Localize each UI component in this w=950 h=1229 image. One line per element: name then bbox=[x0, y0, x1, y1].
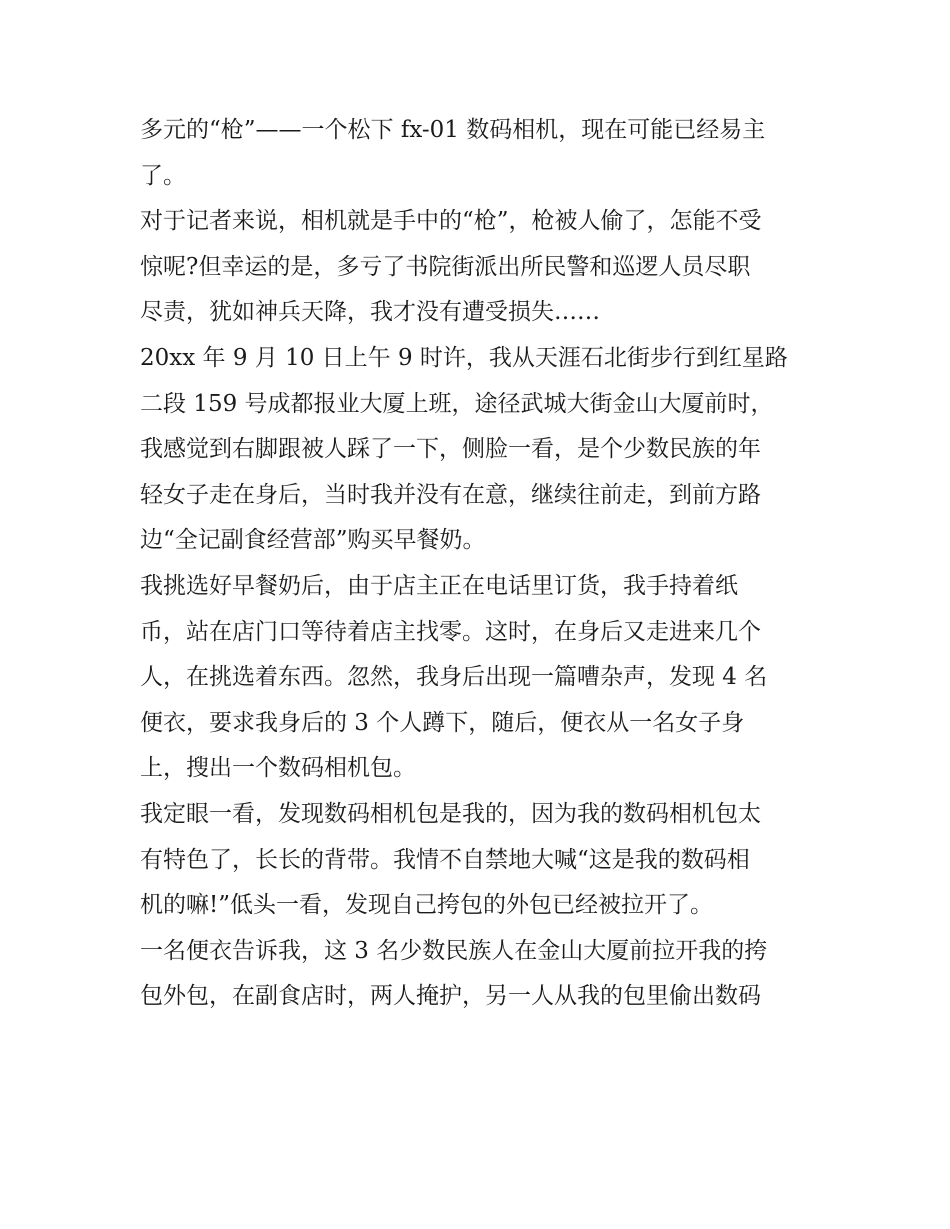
text-line: 有特色了，长长的背带。我情不自禁地大喊“这是我的数码相 bbox=[140, 846, 750, 873]
article-text bbox=[140, 108, 812, 1020]
text-line: 了。 bbox=[140, 162, 186, 189]
text-line: 对于记者来说，相机就是手中的“枪”，枪被人偷了，怎能不受 bbox=[140, 208, 762, 235]
text-line: 我感觉到右脚跟被人踩了一下，侧脸一看，是个少数民族的年 bbox=[140, 436, 761, 463]
text-line: 我定眼一看，发现数码相机包是我的，因为我的数码相机包太 bbox=[140, 800, 761, 827]
text-line: 惊呢?但幸运的是，多亏了书院街派出所民警和巡逻人员尽职 bbox=[140, 253, 751, 280]
text-line: 机的嘛!”低头一看，发现自己挎包的外包已经被拉开了。 bbox=[140, 892, 714, 919]
text-line: 人，在挑选着东西。忽然，我身后出现一篇嘈杂声，发现 4 名 bbox=[140, 664, 768, 691]
text-line: 币，站在店门口等待着店主找零。这时，在身后又走进来几个 bbox=[140, 618, 761, 645]
text-line: 尽责，犹如神兵天降，我才没有遭受损失…… bbox=[140, 299, 600, 326]
text-line: 我挑选好早餐奶后，由于店主正在电话里订货，我手持着纸 bbox=[140, 572, 738, 599]
text-line: 轻女子走在身后，当时我并没有在意，继续往前走，到前方路 bbox=[140, 481, 761, 508]
text-line: 包外包，在副食店时，两人掩护，另一人从我的包里偷出数码 bbox=[140, 983, 761, 1010]
text-line: 上，搜出一个数码相机包。 bbox=[140, 755, 416, 782]
text-line: 20xx 年 9 月 10 日上午 9 时许，我从天涯石北街步行到红星路 bbox=[140, 344, 788, 371]
text-line: 边“全记副食经营部”购买早餐奶。 bbox=[140, 527, 486, 554]
text-line: 二段 159 号成都报业大厦上班，途径武城大街金山大厦前时， bbox=[140, 390, 774, 417]
text-line: 一名便衣告诉我，这 3 名少数民族人在金山大厦前拉开我的挎 bbox=[140, 937, 768, 964]
text-line: 便衣，要求我身后的 3 个人蹲下，随后，便衣从一名女子身 bbox=[140, 709, 745, 736]
text-line: 多元的“枪”——一个松下 fx-01 数码相机，现在可能已经易主 bbox=[140, 117, 766, 143]
